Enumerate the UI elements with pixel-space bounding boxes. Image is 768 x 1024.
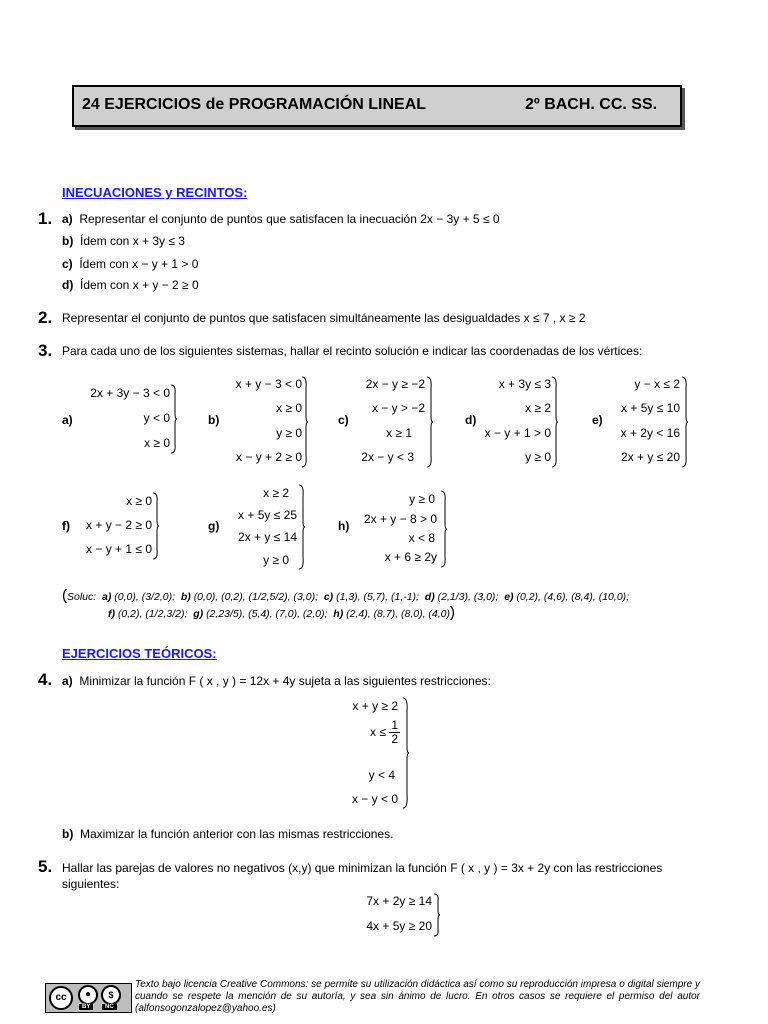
ex4-item-b xyxy=(62,827,393,841)
system-e-row-1: y − x ≤ 2 xyxy=(634,377,680,391)
sol-key-a: a) xyxy=(102,591,112,603)
system-b-row-2: x ≥ 0 xyxy=(276,401,302,415)
system-b xyxy=(222,375,302,470)
sol-key-d: d) xyxy=(424,591,435,603)
system-f-row-2: x + y − 2 ≥ 0 xyxy=(86,518,152,532)
sol-key-g: g) xyxy=(193,608,204,620)
ex5-row-1: 7x + 2y ≥ 14 xyxy=(366,894,432,908)
brace-ex5 xyxy=(433,893,441,937)
system-b-row-1: x + y − 3 < 0 xyxy=(235,377,302,391)
brace-h xyxy=(440,490,448,568)
sol-label-soluc: Soluc: xyxy=(67,591,97,603)
ex4-label-b: b) xyxy=(62,827,74,841)
system-label-g: g) xyxy=(208,519,220,533)
system-h-row-4: x + 6 ≥ 2y xyxy=(384,550,437,564)
sol-val-c: (1,3), (5,7), (1,-1); xyxy=(336,591,419,603)
system-c-row-3: x ≥ 1 xyxy=(386,426,412,440)
system-d-row-1: x + 3y ≤ 3 xyxy=(498,377,551,391)
system-h xyxy=(355,488,437,573)
system-h-row-3: x < 8 xyxy=(408,531,435,545)
system-c-row-1: 2x − y ≥ −2 xyxy=(365,377,425,391)
ex1-item-c xyxy=(62,257,198,271)
ex1-text-a: Representar el conjunto de puntos que satisfacen la inecuación 2x − 3y + 5 ≤ 0 xyxy=(79,212,500,226)
system-d-row-2: x ≥ 2 xyxy=(525,401,551,415)
ex1-text-b: Ídem con x + 3y ≤ 3 xyxy=(80,234,185,248)
system-g-row-2: x + 5y ≤ 25 xyxy=(238,508,297,522)
ex1-item-a xyxy=(62,212,500,226)
sol-key-b: b) xyxy=(180,591,191,603)
system-d-row-4: y ≥ 0 xyxy=(525,450,551,464)
sol-val-f: (0,2), (1/2,3/2); xyxy=(117,608,188,620)
ex4-text-a: Minimizar la función F ( x , y ) = 12x + 4y sujeta a las siguientes restricciones: xyxy=(79,674,491,688)
ex4-row-2-text: x ≤ xyxy=(370,724,386,739)
brace-b xyxy=(301,376,309,468)
ex1-text-d: Ídem con x + y − 2 ≥ 0 xyxy=(80,278,199,292)
ex1-label-b: b) xyxy=(62,234,74,248)
section-heading-teoricos: EJERCICIOS TEÓRICOS: xyxy=(62,646,217,661)
ex4-text-b: Maximizar la función anterior con las mismas restricciones. xyxy=(80,827,394,841)
sol-val-a: (0,0), (3/2,0); xyxy=(114,591,175,603)
ex5-system xyxy=(350,890,432,940)
system-label-h: h) xyxy=(338,519,350,533)
system-h-row-2: 2x + y − 8 > 0 xyxy=(363,512,437,526)
system-g-row-3: 2x + y ≤ 14 xyxy=(238,530,297,544)
system-g xyxy=(222,482,297,577)
ex4-row-1: x + y ≥ 2 xyxy=(352,699,398,713)
ex4-label-a: a) xyxy=(62,674,73,688)
system-label-d: d) xyxy=(465,413,477,427)
system-d-row-3: x − y + 1 > 0 xyxy=(484,426,551,440)
ex2-text: Representar el conjunto de puntos que satisfacen simultáneamente las desigualdades x ≤ 7 , x ≥ 2 xyxy=(62,311,586,325)
ex1-item-d xyxy=(62,278,199,292)
solutions-open-paren: ( xyxy=(62,587,67,604)
system-c-row-2: x − y > −2 xyxy=(371,401,425,415)
ex3-text: Para cada uno de los siguientes sistemas, hallar el recinto solución e indicar las coordenadas de los vértices: xyxy=(62,344,643,358)
brace-a xyxy=(170,384,178,454)
ex5-text-line-2: siguientes: xyxy=(62,877,120,891)
system-h-row-1: y ≥ 0 xyxy=(409,492,435,506)
sol-key-f: f) xyxy=(108,608,115,620)
sol-val-h: (2,4), (8,7), (8,0), (4,0) xyxy=(346,608,451,620)
ex4-row-4: x − y < 0 xyxy=(351,792,398,806)
brace-c xyxy=(426,376,434,468)
creative-commons-logo xyxy=(45,983,132,1013)
fraction-numerator: 1 xyxy=(391,718,398,732)
ex1-text-c: Ídem con x − y + 1 > 0 xyxy=(79,257,199,271)
exercise-number-2: 2. xyxy=(38,308,53,327)
system-e-row-3: x + 2y < 16 xyxy=(620,426,680,440)
system-a xyxy=(80,380,170,460)
fraction-denominator: 2 xyxy=(391,732,398,747)
system-b-row-3: y ≥ 0 xyxy=(276,426,302,440)
ex4-system xyxy=(330,695,400,810)
sol-val-d: (2,1/3), (3,0); xyxy=(437,591,499,603)
ex1-label-d: d) xyxy=(62,278,74,292)
ex1-item-b xyxy=(62,234,185,248)
course-label: 2º BACH. CC. SS. xyxy=(525,96,658,113)
exercise-number-5: 5. xyxy=(38,857,53,876)
cc-icon: cc xyxy=(49,986,73,1010)
ex1-label-a: a) xyxy=(62,212,73,226)
sol-val-e: (0,2), (4,6), (8,4), (10,0); xyxy=(516,591,630,603)
ex4-row-2 xyxy=(370,719,400,746)
exercise-number-4: 4. xyxy=(38,670,53,689)
system-g-row-1: x ≥ 2 xyxy=(263,486,289,500)
system-e-row-4: 2x + y ≤ 20 xyxy=(621,450,680,464)
cc-by-label: BY xyxy=(79,1004,93,1010)
brace-e xyxy=(681,376,689,468)
exercise-number-3: 3. xyxy=(38,341,53,360)
document-title: 24 EJERCICIOS de PROGRAMACIÓN LINEAL xyxy=(82,96,427,113)
system-f-row-1: x ≥ 0 xyxy=(126,494,152,508)
system-a-row-3: x ≥ 0 xyxy=(144,436,170,450)
sol-key-c: c) xyxy=(323,591,334,603)
system-b-row-4: x − y + 2 ≥ 0 xyxy=(236,450,302,464)
system-a-row-1: 2x + 3y − 3 < 0 xyxy=(90,386,170,400)
solutions-close-paren: ) xyxy=(450,604,456,621)
brace-ex4 xyxy=(402,697,410,809)
system-label-e: e) xyxy=(592,413,603,427)
system-c xyxy=(350,375,425,470)
system-e-row-2: x + 5y ≤ 10 xyxy=(621,401,680,415)
ex5-text-line-1: Hallar las parejas de valores no negativos (x,y) que minimizan la función F ( x , y ) = 3x + 2y con las restricciones xyxy=(62,861,663,875)
ex5-row-2: 4x + 5y ≥ 20 xyxy=(366,919,432,933)
system-label-f: f) xyxy=(62,519,70,533)
solutions-line-1 xyxy=(62,587,629,604)
brace-f xyxy=(152,492,160,560)
system-e xyxy=(608,375,680,470)
system-a-row-2: y < 0 xyxy=(143,411,170,425)
system-label-c: c) xyxy=(338,413,349,427)
cc-nc-label: NC xyxy=(102,1004,117,1010)
ex4-item-a xyxy=(62,674,491,688)
brace-g xyxy=(298,484,306,570)
system-g-row-4: y ≥ 0 xyxy=(263,553,289,567)
system-f xyxy=(80,490,152,560)
sol-val-b: (0,0), (0,2), (1/2,5/2), (3,0); xyxy=(193,591,318,603)
system-d xyxy=(478,375,551,470)
sol-val-g: (2,23/5), (5,4), (7,0), (2,0); xyxy=(206,608,328,620)
ex1-label-c: c) xyxy=(62,257,73,271)
sol-key-h: h) xyxy=(333,608,344,620)
sol-key-e: e) xyxy=(504,591,514,603)
brace-d xyxy=(551,376,559,468)
by-person-icon: ● xyxy=(78,985,98,1005)
license-text: Texto bajo licencia Creative Commons: se permite su utilización didáctica así como su reproducción impresa o digital siempre y cuando se respete la mención de su autoría, y sea sin ánimo de lucro. En otros casos se requiere el permiso del autor (alfonsogonzalopez@yahoo.es) xyxy=(135,979,700,1014)
system-c-row-4: 2x − y < 3 xyxy=(361,450,414,464)
nc-dollar-icon: $ xyxy=(101,985,121,1005)
exercise-number-1: 1. xyxy=(38,209,53,228)
system-f-row-3: x − y + 1 ≤ 0 xyxy=(86,542,152,556)
system-label-b: b) xyxy=(208,413,220,427)
fraction-one-half xyxy=(389,719,400,746)
ex4-row-3: y < 4 xyxy=(368,768,395,782)
system-label-a: a) xyxy=(62,413,73,427)
section-heading-inecuaciones: INECUACIONES y RECINTOS: xyxy=(62,185,248,200)
solutions-line-2 xyxy=(108,604,455,621)
